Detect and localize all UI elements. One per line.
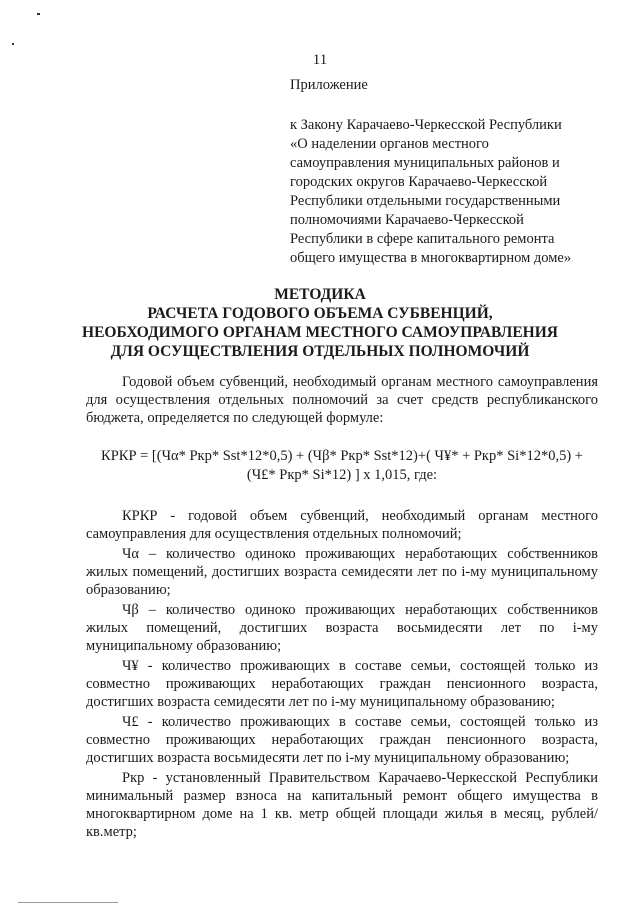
- appendix-block: [290, 76, 610, 268]
- heading-line: НЕОБХОДИМОГО ОРГАНАМ МЕСТНОГО САМОУПРАВЛЕНИЯ: [82, 324, 558, 341]
- definition-item: Ч¥ - количество проживающих в составе семьи, состоящей только из совместно проживающих неработающих граждан пенсионного возраста, достигших возраста семидесяти лет по i-му муниципальному образованию;: [86, 658, 598, 710]
- appendix-line: «О наделении органов местного: [290, 136, 489, 152]
- page-number: 11: [312, 52, 328, 68]
- formula-line: КРКР = [(Чα* Ркр* Sst*12*0,5) + (Чβ* Ркр* Sst*12)+( Ч¥* + Ркр* Si*12*0,5) +: [101, 448, 583, 464]
- page-edge-line: [18, 902, 118, 903]
- appendix-line: Республики отдельными государственными: [290, 193, 561, 209]
- definition-item: Ркр - установленный Правительством Карачаево-Черкесской Республики минимальный размер взноса на капитальный ремонт общего имущества в многоквартирном доме на 1 кв. метр общей площади жилья в месяц, рублей/ кв.метр;: [86, 770, 598, 840]
- appendix-line: городских округов Карачаево-Черкесской: [290, 174, 548, 190]
- formula-line: (Ч£* Ркр* Si*12) ] x 1,015, где:: [246, 467, 438, 483]
- document-heading: [0, 285, 640, 361]
- appendix-line: самоуправления муниципальных районов и: [290, 155, 560, 171]
- definition-item: КРКР - годовой объем субвенций, необходимый органам местного самоуправления для осуществления отдельных полномочий;: [86, 508, 598, 542]
- appendix-law-reference: [290, 116, 610, 268]
- heading-line: МЕТОДИКА: [274, 286, 366, 303]
- appendix-line: полномочиями Карачаево-Черкесской: [290, 212, 524, 228]
- appendix-line: к Закону Карачаево-Черкесской Республики: [290, 117, 562, 133]
- intro-paragraph: Годовой объем субвенций, необходимый органам местного самоуправления для осуществления отдельных полномочий за счет средств республиканского бюджета, определяется по следующей формуле:: [86, 374, 598, 426]
- document-body: [86, 373, 598, 843]
- formula: [86, 447, 598, 485]
- definitions-list: [86, 507, 598, 841]
- scan-mark: [37, 13, 40, 15]
- heading-line: РАСЧЕТА ГОДОВОГО ОБЪЕМА СУБВЕНЦИЙ,: [147, 305, 493, 322]
- appendix-line: общего имущества в многоквартирном доме»: [290, 250, 572, 266]
- appendix-title: Приложение: [290, 77, 368, 93]
- definition-item: Чα – количество одиноко проживающих неработающих собственников жилых помещений, достигших возраста семидесяти лет по i-му муниципальному образованию;: [86, 546, 598, 598]
- definition-item: Ч£ - количество проживающих в составе семьи, состоящей только из совместно проживающих неработающих граждан пенсионного возраста, достигших возраста восьмидесяти лет по i-му муниципальному образованию;: [86, 714, 598, 766]
- scan-mark: [12, 43, 14, 45]
- definition-item: Чβ – количество одиноко проживающих неработающих собственников жилых помещений, достигших возраста восьмидесяти лет по i-му муниципальному образованию;: [86, 602, 598, 654]
- heading-line: ДЛЯ ОСУЩЕСТВЛЕНИЯ ОТДЕЛЬНЫХ ПОЛНОМОЧИЙ: [110, 343, 530, 360]
- appendix-line: Республики в сфере капитального ремонта: [290, 231, 555, 247]
